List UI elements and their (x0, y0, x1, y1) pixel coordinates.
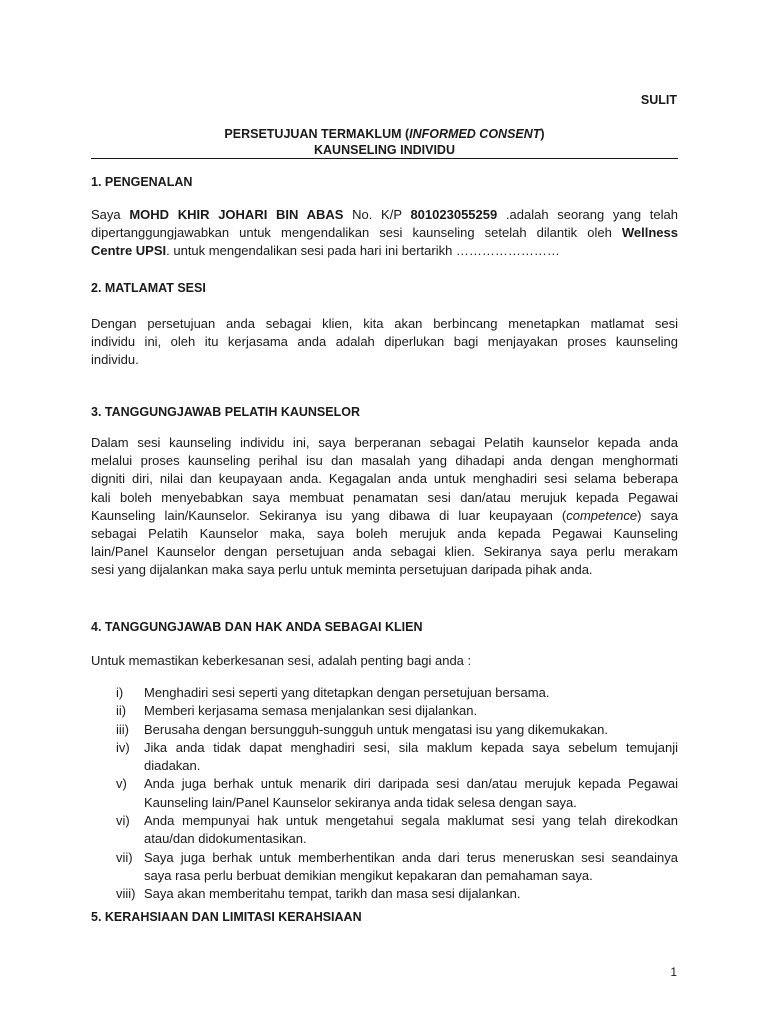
list-item: viii) Saya akan memberitahu tempat, tarikh dan masa sesi dijalankan. (116, 886, 521, 902)
section-1-heading: 1. PENGENALAN (91, 175, 193, 189)
section-3-paragraph: Dalam sesi kaunseling individu ini, saya berperanan sebagai Pelatih kaunselor kepada anda melalui proses kaunseling perihal isu dan masalah yang dihadapi anda dengan menghormati digniti diri, nilai dan keupayaan anda. Kegagalan anda untuk menghadiri sesi selama beberapa kali boleh menyebabkan saya membuat penamatan sesi dan/atau merujuk kepada Pegawai Kaunseling lain/Kaunselor. Sekiranya isu yang dibawa di luar keupayaan (competence) saya sebagai Pelatih Kaunselor maka, saya boleh merujuk anda kepada Pegawai Kaunseling lain/Panel Kaunselor dengan persetujuan anda sebagai klien. Sekiranya saya perlu merakam sesi yang dijalankan maka saya perlu untuk meminta persetujuan daripada pihak anda. (91, 435, 678, 578)
section-1-paragraph: Saya MOHD KHIR JOHARI BIN ABAS No. K/P 801023055259 .adalah seorang yang telah dipertanggungjawabkan untuk mengendalikan sesi kaunseling setelah dilantik oleh Wellness Centre UPSI. untuk mengendalikan sesi pada hari ini bertarikh …………………… (91, 207, 678, 259)
classification-label: SULIT (640, 93, 677, 107)
document-title (91, 126, 678, 158)
section-2-heading: 2. MATLAMAT SESI (91, 281, 206, 295)
section-2-paragraph: Dengan persetujuan anda sebagai klien, kita akan berbincang menetapkan matlamat sesi individu ini, oleh itu kerjasama anda adalah diperlukan bagi menjayakan proses kaunseling individu. (91, 316, 678, 368)
title-underline (91, 158, 678, 159)
section-3-heading: 3. TANGGUNGJAWAB PELATIH KAUNSELOR (91, 405, 360, 419)
section-4-heading: 4. TANGGUNGJAWAB DAN HAK ANDA SEBAGAI KLIEN (91, 620, 423, 634)
list-item: iv) Jika anda tidak dapat menghadiri sesi, sila maklum kepada saya sebelum temujanji diadakan. (116, 739, 678, 774)
list-item: iii) Berusaha dengan bersungguh-sungguh untuk mengatasi isu yang dikemukakan. (116, 721, 608, 737)
page-number: 1 (670, 965, 677, 979)
list-item: v) Anda juga berhak untuk menarik diri daripada sesi dan/atau merujuk kepada Pegawai Kaunseling lain/Panel Kaunselor sekiranya anda tidak selesa dengan saya. (116, 776, 678, 810)
section-4-intro: Untuk memastikan keberkesanan sesi, adalah penting bagi anda : (91, 653, 472, 668)
section-4-list (91, 684, 678, 904)
section-5-heading: 5. KERAHSIAAN DAN LIMITASI KERAHSIAAN (91, 910, 362, 924)
list-item: ii) Memberi kerjasama semasa menjalankan sesi dijalankan. (116, 703, 478, 719)
title-line-1: PERSETUJUAN TERMAKLUM (INFORMED CONSENT) (224, 127, 545, 141)
list-item: vii) Saya juga berhak untuk memberhentikan anda dari terus meneruskan sesi seandainya saya rasa perlu berbuat demikian mengikut kepakaran dan pemahaman saya. (116, 849, 678, 883)
list-item: vi) Anda mempunyai hak untuk mengetahui segala maklumat sesi yang telah direkodkan atau/dan didokumentasikan. (116, 813, 678, 847)
title-line-2: KAUNSELING INDIVIDU (314, 143, 455, 157)
list-item: i) Menghadiri sesi seperti yang ditetapkan dengan persetujuan bersama. (116, 685, 550, 700)
